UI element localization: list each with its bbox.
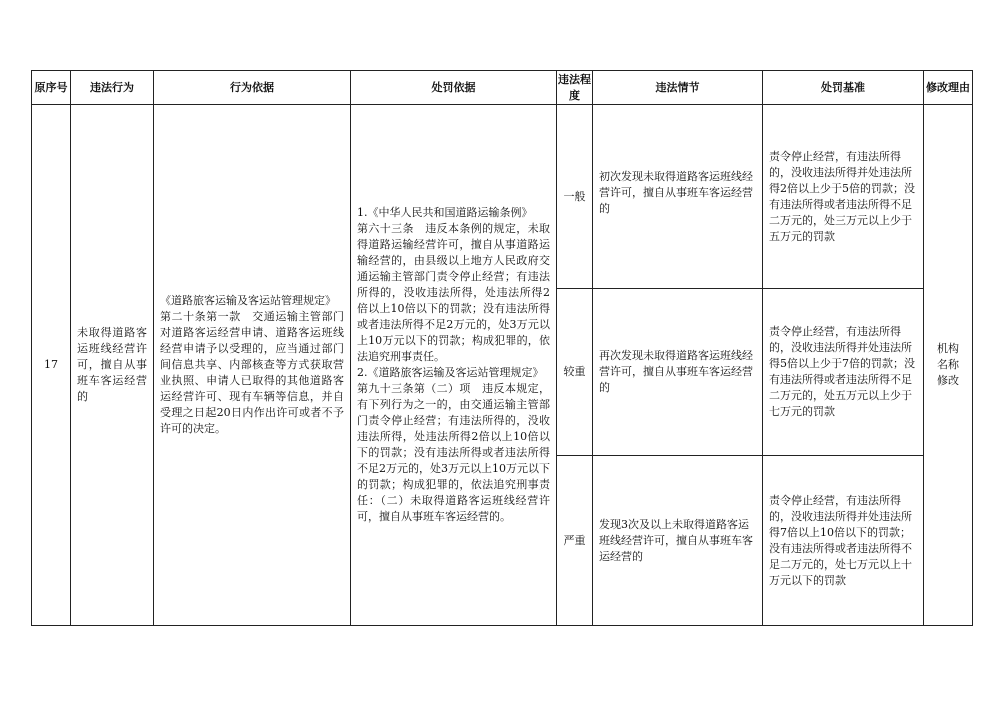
cell-reason: 机构名称修改 [924,105,973,626]
cell-degree-3: 严重 [557,456,593,626]
cell-behavior: 未取得道路客运班线经营许可，擅自从事班车客运经营的 [71,105,154,626]
header-row [32,71,973,105]
cell-penalty: 1.《中华人民共和国道路运输条例》 第六十三条 违反本条例的规定，未取得道路运输经营许可，擅自从事道路运输经营的，由县级以上地方人民政府交通运输主管部门责令停止经营；有违法所得的，没收违法所得，处违法所得2倍以上10倍以下的罚款；没有违法所得或者违法所得不足2万元的，处3万元以上10万元以下的罚款；构成犯罪的，依法追究刑事责任。 2.《道路旅客运输及客运站管理规定》 第九十三条第（二）项 违反本规定，有下列行为之一的，由交通运输主管部门责令停止经营；有违法所得的，没收违法所得，处违法所得2倍以上10倍以下的罚款；没有违法所得或者违法所得不足2万元的，处3万元以上10万元以下的罚款；构成犯罪的，依法追究刑事责任：（二）未取得道路客运班线经营许可，擅自从事班车客运经营的。 [351,105,557,626]
header-penalty: 处罚依据 [351,71,557,105]
cell-criteria-3: 责令停止经营，有违法所得的，没收违法所得并处违法所得7倍以上10倍以下的罚款；没有违法所得或者违法所得不足二万元的，处七万元以上十万元以下的罚款 [763,456,924,626]
header-criteria: 处罚基准 [763,71,924,105]
header-degree: 违法程度 [557,71,593,105]
cell-seq: 17 [32,105,71,626]
cell-detail-2: 再次发现未取得道路客运班线经营许可，擅自从事班车客运经营的 [593,289,763,456]
header-reason: 修改理由 [924,71,973,105]
header-seq: 原序号 [32,71,71,105]
cell-criteria-2: 责令停止经营，有违法所得的，没收违法所得并处违法所得5倍以上少于7倍的罚款；没有违法所得或者违法所得不足二万元的，处五万元以上少于七万元的罚款 [763,289,924,456]
cell-criteria-1: 责令停止经营，有违法所得的，没收违法所得并处违法所得2倍以上少于5倍的罚款；没有违法所得或者违法所得不足二万元的，处三万元以上少于五万元的罚款 [763,105,924,289]
cell-detail-1 [593,105,763,289]
header-basis: 行为依据 [154,71,351,105]
cell-degree-2: 较重 [557,289,593,456]
table-row [32,105,973,289]
detail-text-1: 初次发现未取得道路客运班线经营许可，擅自从事班车客运经营的 [599,170,753,215]
cell-detail-3: 发现3次及以上未取得道路客运班线经营许可，擅自从事班车客运经营的 [593,456,763,626]
cell-degree-1: 一般 [557,105,593,289]
cell-basis: 《道路旅客运输及客运站管理规定》 第二十条第一款 交通运输主管部门对道路客运经营申请、道路客运班线经营申请予以受理的，应当通过部门间信息共享、内部核查等方式获取营业执照、申请人已取得的其他道路客运经营许可、现有车辆等信息，并自受理之日起20日内作出许可或者不予许可的决定。 [154,105,351,626]
header-behavior: 违法行为 [71,71,154,105]
penalty-table [31,70,973,626]
header-detail: 违法情节 [593,71,763,105]
